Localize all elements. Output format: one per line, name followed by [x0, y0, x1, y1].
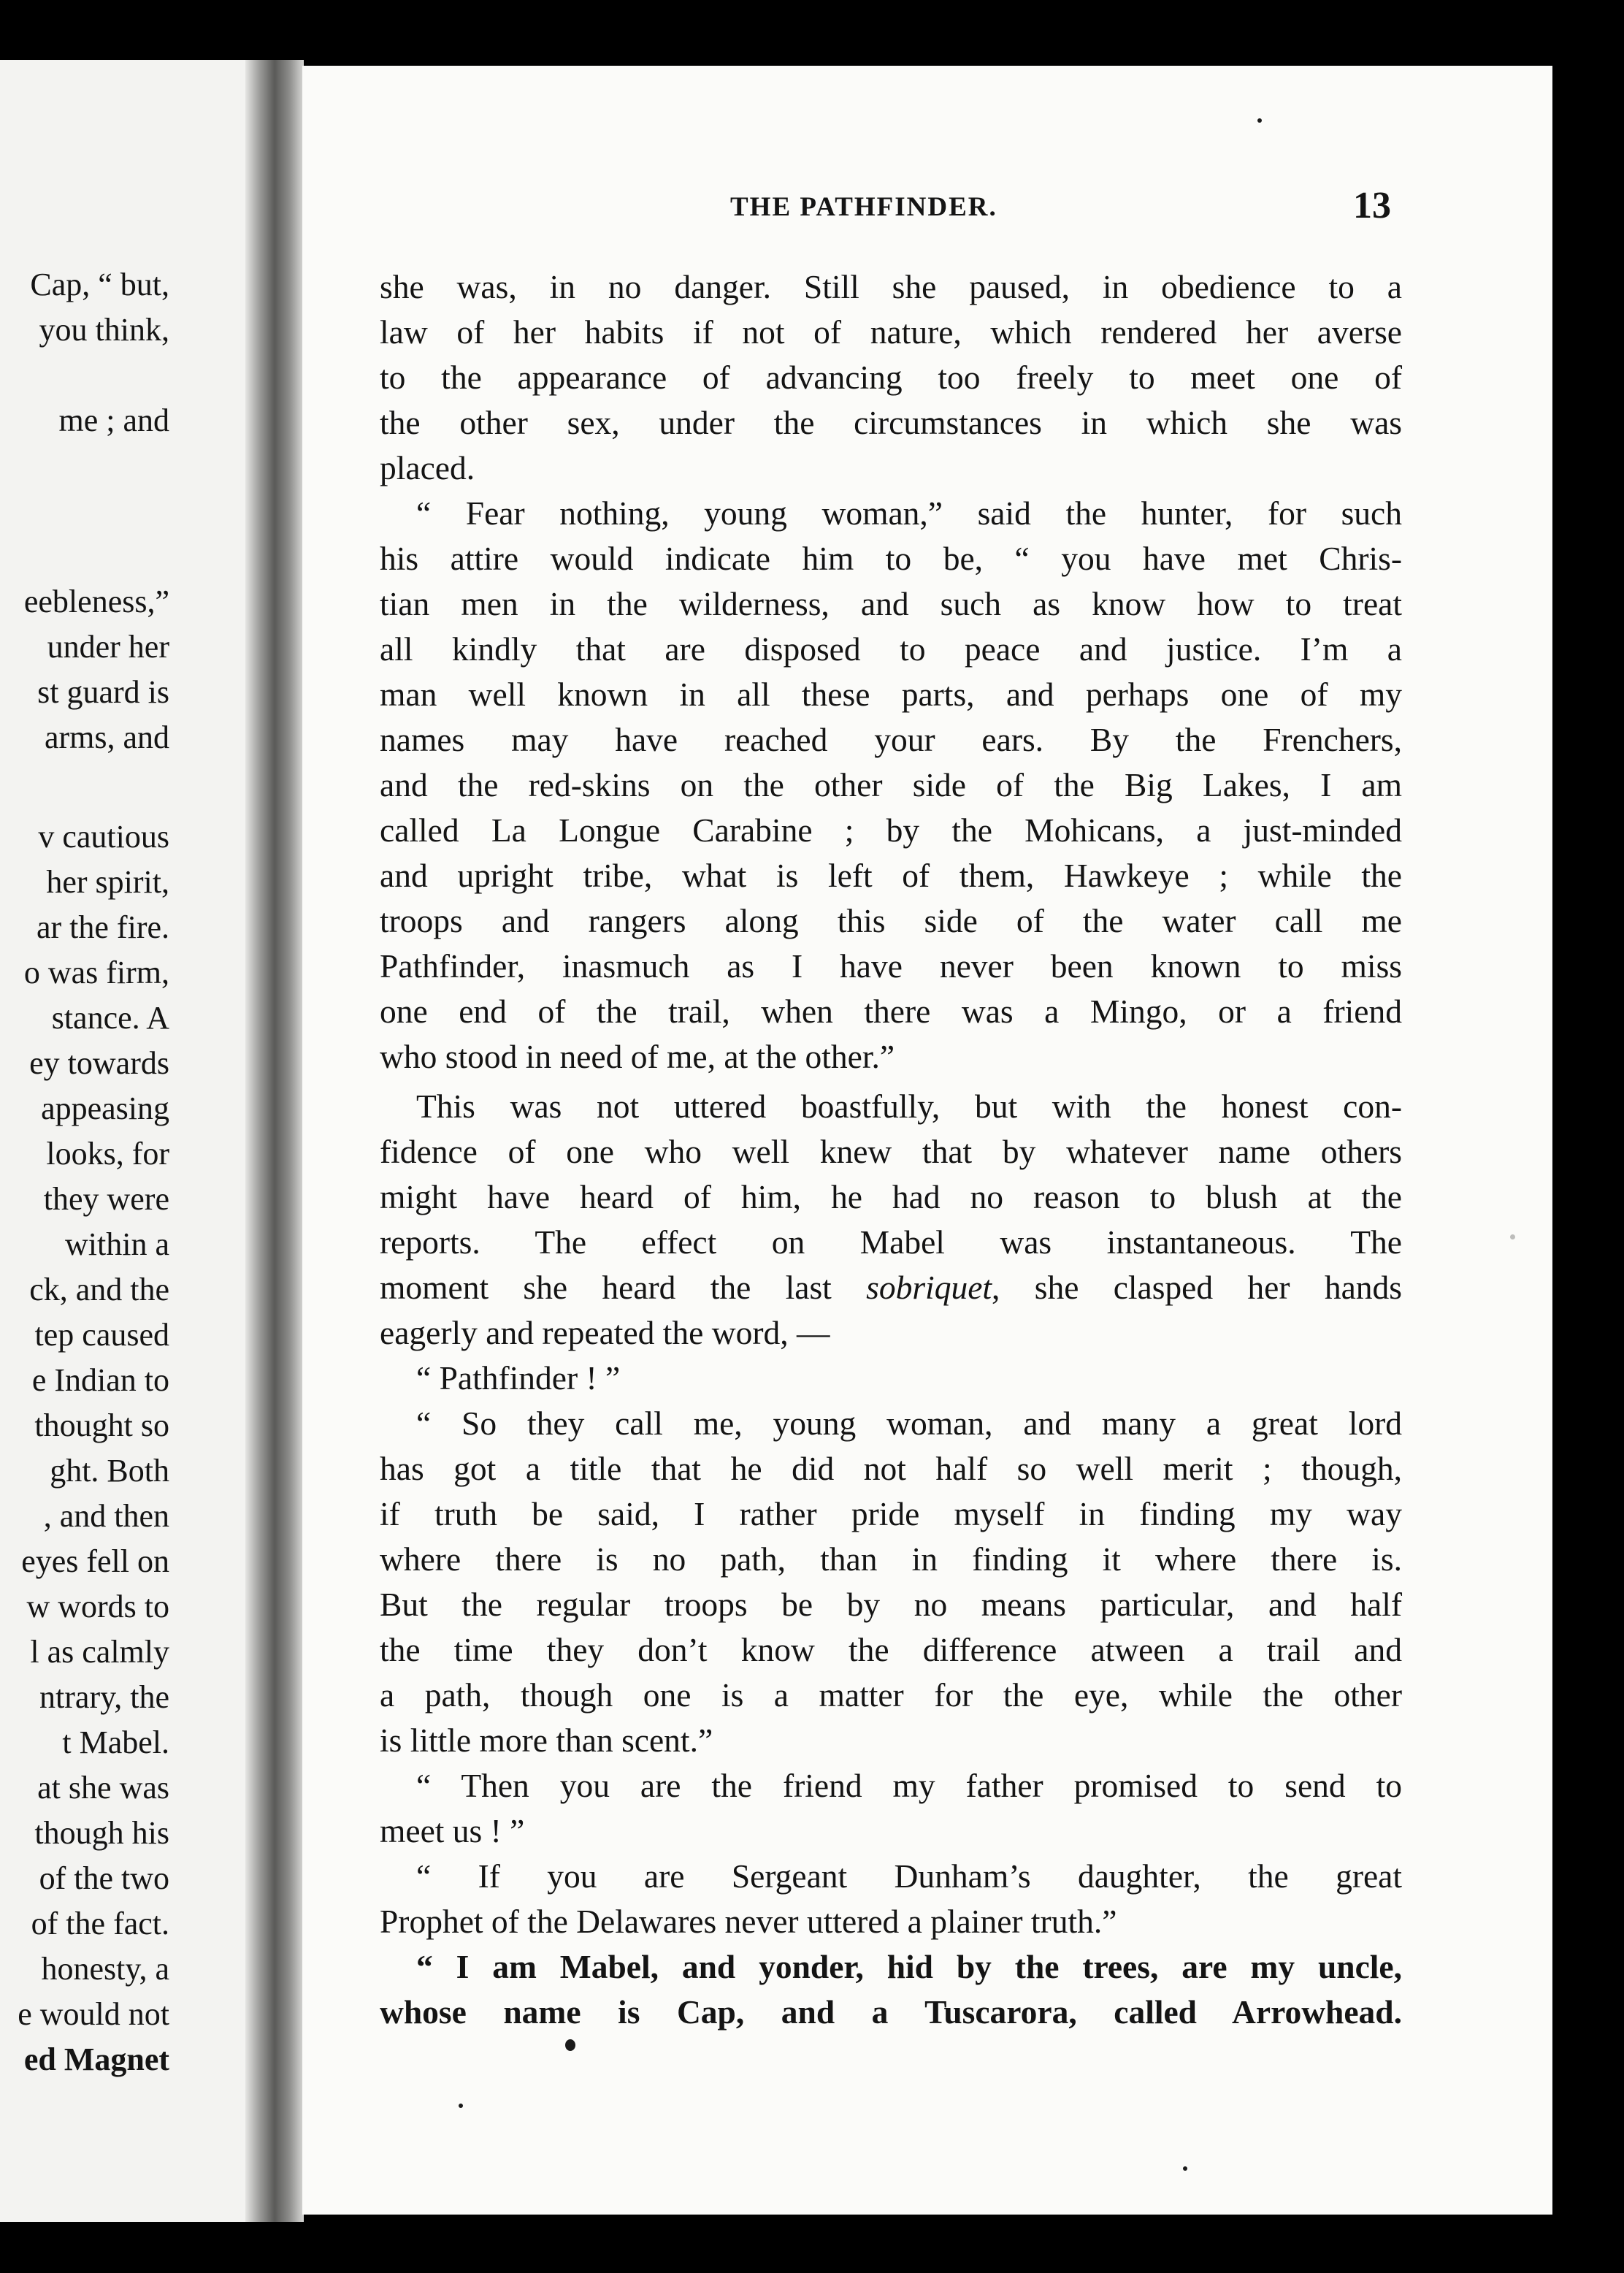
left-line: tep caused — [34, 1317, 169, 1353]
text-line: This was not uttered boastfully, but with the honest con- — [416, 1088, 1402, 1125]
left-line: arms, and — [44, 719, 169, 755]
text-line: a path, though one is a matter for the eye, while the other — [380, 1676, 1402, 1714]
text-line: the other sex, under the circumstances in which she was — [380, 404, 1402, 441]
text-line: man well known in all these parts, and perhaps one of my — [380, 676, 1402, 713]
book-gutter — [245, 60, 304, 2222]
page-number: 13 — [1353, 185, 1391, 226]
left-line: , and then — [43, 1498, 169, 1534]
left-line: t Mabel. — [62, 1724, 169, 1760]
ink-speck — [459, 2104, 463, 2108]
left-line: ey towards — [29, 1045, 169, 1081]
left-line: within a — [65, 1226, 169, 1262]
left-line: her spirit, — [46, 864, 169, 900]
left-line: e Indian to — [31, 1362, 169, 1398]
text-line: one end of the trail, when there was a Mingo, or a friend — [380, 993, 1402, 1030]
italic-word: sobriquet — [866, 1269, 992, 1306]
text-line-with-italic — [380, 1265, 1402, 1310]
left-line: st guard is — [37, 674, 169, 710]
text-line: his attire would indicate him to be, “ you have met Chris- — [380, 540, 1402, 577]
left-line: they were — [43, 1181, 169, 1217]
text-line: “ So they call me, young woman, and many a great lord — [416, 1405, 1402, 1442]
left-line: of the fact. — [31, 1906, 169, 1941]
text-line: meet us ! ” — [380, 1812, 525, 1849]
text-line: law of her habits if not of nature, which rendered her averse — [380, 313, 1402, 351]
ink-speck — [1510, 1234, 1515, 1239]
text-line: Prophet of the Delawares never uttered a plainer truth.” — [380, 1903, 1117, 1940]
text-line: if truth be said, I rather pride myself in finding my way — [380, 1495, 1402, 1532]
text-line: eagerly and repeated the word, — — [380, 1314, 830, 1351]
left-line: though his — [34, 1815, 169, 1851]
ink-speck — [565, 2039, 575, 2051]
left-line: of the two — [39, 1860, 169, 1896]
left-line: under her — [47, 629, 169, 665]
text-line: where there is no path, than in finding it where there is. — [380, 1540, 1402, 1578]
left-line: eebleness,” — [23, 584, 169, 619]
text-line: names may have reached your ears. By the Frenchers, — [380, 721, 1402, 758]
text-line: troops and rangers along this side of the water call me — [380, 902, 1402, 939]
text-fragment: , she clasped her hands — [992, 1269, 1402, 1306]
left-line: me ; and — [58, 402, 169, 438]
left-line: ed Magnet — [23, 2041, 169, 2077]
left-line: eyes fell on — [21, 1543, 169, 1579]
text-line: has got a title that he did not half so well merit ; though, — [380, 1450, 1402, 1487]
text-line: might have heard of him, he had no reason to blush at the — [380, 1178, 1402, 1215]
text-line: tian men in the wilderness, and such as know how to treat — [380, 585, 1402, 622]
left-line: ntrary, the — [39, 1679, 169, 1715]
left-line: Cap, “ but, — [30, 267, 169, 302]
left-line: ar the fire. — [37, 909, 169, 945]
text-line: Pathfinder, inasmuch as I have never been known to miss — [380, 947, 1402, 985]
left-line: l as calmly — [30, 1634, 169, 1670]
ink-speck — [1257, 118, 1262, 123]
text-line: “ Fear nothing, young woman,” said the hunter, for such — [416, 494, 1402, 532]
text-line: to the appearance of advancing too freely to meet one of — [380, 359, 1402, 396]
left-line: w words to — [26, 1589, 169, 1624]
text-line: all kindly that are disposed to peace and justice. I’m a — [380, 630, 1402, 668]
text-line: is little more than scent.” — [380, 1722, 713, 1759]
text-line: placed. — [380, 449, 475, 486]
left-line: e would not — [18, 1996, 169, 2032]
body-text — [380, 264, 1402, 2035]
text-line: whose name is Cap, and a Tuscarora, called Arrowhead. — [380, 1993, 1402, 2031]
ink-speck — [1183, 2166, 1187, 2171]
left-line: you think, — [39, 312, 169, 348]
text-line: and upright tribe, what is left of them, Hawkeye ; while the — [380, 857, 1402, 894]
left-line: v cautious — [38, 819, 169, 855]
text-fragment: moment she heard the last — [380, 1269, 867, 1306]
left-line: ck, and the — [29, 1272, 169, 1307]
text-line: “ Pathfinder ! ” — [416, 1359, 621, 1397]
text-line: “ If you are Sergeant Dunham’s daughter, the great — [416, 1857, 1402, 1895]
text-line: and the red-skins on the other side of the Big Lakes, I am — [380, 766, 1402, 803]
left-line: looks, for — [46, 1136, 169, 1172]
left-line: ght. Both — [50, 1453, 169, 1489]
text-line: the time they don’t know the difference atween a trail and — [380, 1631, 1402, 1668]
left-line: at she was — [37, 1770, 169, 1806]
left-line: honesty, a — [41, 1951, 169, 1987]
text-line: called La Longue Carabine ; by the Mohicans, a just-minded — [380, 811, 1402, 849]
text-line: fidence of one who well knew that by whatever name others — [380, 1133, 1402, 1170]
text-line: she was, in no danger. Still she paused, in obedience to a — [380, 268, 1402, 305]
left-line: o was firm, — [23, 955, 169, 990]
running-header: THE PATHFINDER. — [730, 192, 997, 222]
text-line: But the regular troops be by no means particular, and half — [380, 1586, 1402, 1623]
text-line: reports. The effect on Mabel was instantaneous. The — [380, 1223, 1402, 1261]
left-line: thought so — [34, 1407, 169, 1443]
left-line: stance. A — [51, 1000, 169, 1036]
text-line: who stood in need of me, at the other.” — [380, 1038, 895, 1075]
text-line: “ I am Mabel, and yonder, hid by the trees, are my uncle, — [416, 1948, 1402, 1985]
left-line: appeasing — [41, 1090, 169, 1126]
left-page-fragment — [0, 60, 245, 2222]
text-line: “ Then you are the friend my father promised to send to — [416, 1767, 1402, 1804]
